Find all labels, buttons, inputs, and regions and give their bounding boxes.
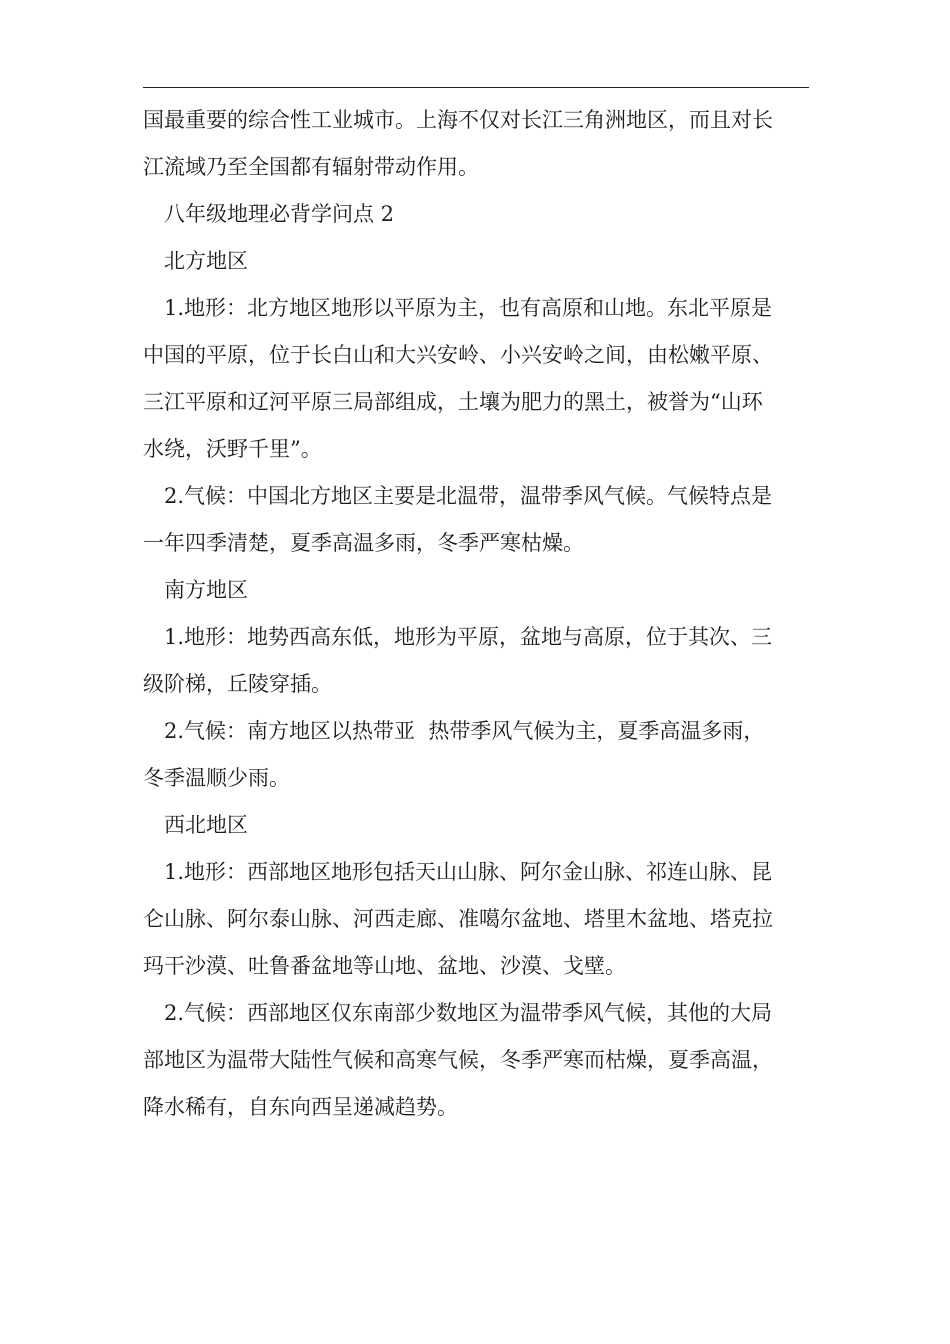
text-line: 2.气候：南方地区以热带亚 热带季风气候为主，夏季高温多雨， xyxy=(143,719,765,743)
text-line: 中国的平原，位于长白山和大兴安岭、小兴安岭之间，由松嫩平原、 xyxy=(143,343,773,367)
text-line: 部地区为温带大陆性气候和高寒气候，冬季严寒而枯燥，夏季高温， xyxy=(143,1048,773,1072)
text-line: 冬季温顺少雨。 xyxy=(143,766,290,790)
text-line: 1.地形：北方地区地形以平原为主，也有高原和山地。东北平原是 xyxy=(143,296,773,320)
text-line: 水绕，沃野千里”。 xyxy=(143,437,322,461)
text-line: 2.气候：中国北方地区主要是北温带，温带季风气候。气候特点是 xyxy=(143,484,773,508)
section-heading-northwest: 西北地区 xyxy=(143,813,248,837)
text-line: 国最重要的综合性工业城市。上海不仅对长江三角洲地区，而且对长 xyxy=(143,108,773,132)
text-line: 级阶梯，丘陵穿插。 xyxy=(143,672,332,696)
text-line: 降水稀有，自东向西呈递减趋势。 xyxy=(143,1095,458,1119)
text-line: 1.地形：地势西高东低，地形为平原，盆地与高原，位于其次、三 xyxy=(143,625,773,649)
text-line: 玛干沙漠、吐鲁番盆地等山地、盆地、沙漠、戈壁。 xyxy=(143,954,626,978)
document-body xyxy=(143,97,823,1131)
header-rule xyxy=(143,87,809,88)
section-heading-south: 南方地区 xyxy=(143,578,248,602)
text-line: 2.气候：西部地区仅东南部少数地区为温带季风气候，其他的大局 xyxy=(143,1001,773,1025)
text-line: 一年四季清楚，夏季高温多雨，冬季严寒枯燥。 xyxy=(143,531,584,555)
text-line: 三江平原和辽河平原三局部组成，土壤为肥力的黑土，被誉为“山环 xyxy=(143,390,763,414)
text-line: 1.地形：西部地区地形包括天山山脉、阿尔金山脉、祁连山脉、昆 xyxy=(143,860,773,884)
section-heading-north: 北方地区 xyxy=(143,249,248,273)
section-title: 八年级地理必背学问点 2 xyxy=(143,202,395,226)
text-line: 仑山脉、阿尔泰山脉、河西走廊、准噶尔盆地、塔里木盆地、塔克拉 xyxy=(143,907,773,931)
text-line: 江流域乃至全国都有辐射带动作用。 xyxy=(143,155,479,179)
